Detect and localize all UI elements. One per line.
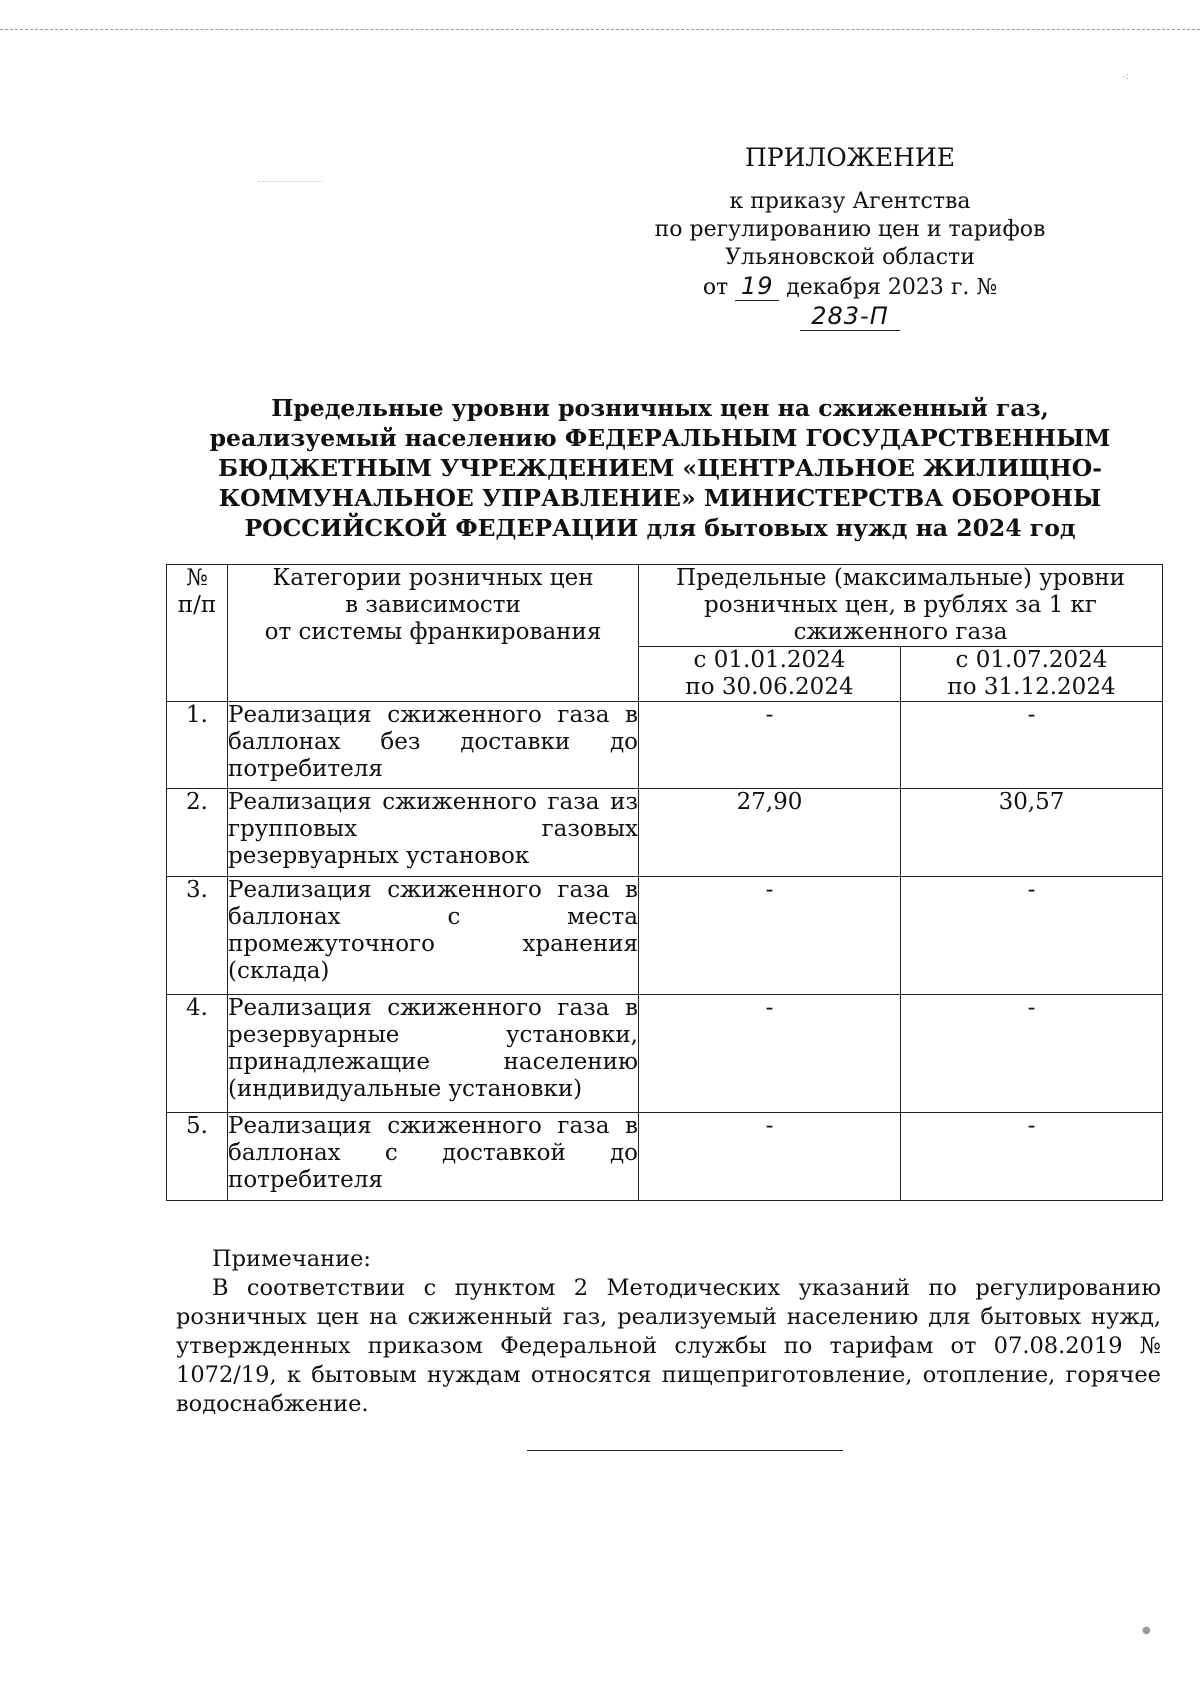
row-number: 5. <box>167 1113 228 1201</box>
scan-smudge-mark <box>258 181 322 182</box>
header-levels-line-3: сжиженного газа <box>793 619 1008 645</box>
row-price-h1: - <box>639 877 901 995</box>
header-category-line-2: в зависимости <box>345 592 521 618</box>
header-category-line-3: от системы франкирования <box>264 619 602 645</box>
row-price-h2: - <box>901 877 1163 995</box>
appendix-line-2: по регулированию цен и тарифов <box>654 217 1046 242</box>
header-period-2 <box>901 647 1163 702</box>
header-category-line-1: Категории розничных цен <box>272 565 594 591</box>
scan-top-edge-line <box>0 29 1200 30</box>
row-price-h1: - <box>639 1113 901 1201</box>
date-prefix: от <box>702 275 729 300</box>
header-row <box>167 565 1163 647</box>
appendix-line-1: к приказу Агентства <box>729 189 971 214</box>
table-row <box>167 1113 1163 1201</box>
row-number: 4. <box>167 995 228 1113</box>
row-category: Реализация сжиженного газа из групповых газовых резервуарных установок <box>228 789 639 877</box>
row-price-h1: - <box>639 995 901 1113</box>
row-price-h1: 27,90 <box>639 789 901 877</box>
header-levels-line-1: Предельные (максимальные) уровни <box>676 565 1125 591</box>
title-line-5: РОССИЙСКОЙ ФЕДЕРАЦИИ для бытовых нужд на 2024 год <box>244 514 1076 542</box>
table-row <box>167 702 1163 789</box>
row-price-h2: - <box>901 702 1163 789</box>
scan-speck-mark: ● <box>1142 1625 1151 1636</box>
appendix-date-line <box>650 272 1050 332</box>
title-line-4: КОММУНАЛЬНОЕ УПРАВЛЕНИЕ» МИНИСТЕРСТВА ОБОРОНЫ <box>218 484 1102 512</box>
table-row <box>167 789 1163 877</box>
header-period-2-line-2: по 31.12.2024 <box>947 674 1116 700</box>
row-category: Реализация сжиженного газа в баллонах с места промежуточного хранения (склада) <box>228 877 639 995</box>
title-line-3: БЮДЖЕТНЫМ УЧРЕЖДЕНИЕМ «ЦЕНТРАЛЬНОЕ ЖИЛИЩНО- <box>218 454 1102 482</box>
row-category: Реализация сжиженного газа в баллонах без доставки до потребителя <box>228 702 639 789</box>
note-title: Примечание: <box>212 1246 372 1272</box>
row-price-h2: 30,57 <box>901 789 1163 877</box>
row-number: 2. <box>167 789 228 877</box>
row-number: 1. <box>167 702 228 789</box>
header-number-line-2: п/п <box>177 592 217 618</box>
row-category: Реализация сжиженного газа в резервуарные установки, принадлежащие населению (индивидуальные установки) <box>228 995 639 1113</box>
table-row <box>167 877 1163 995</box>
header-category <box>228 565 639 702</box>
header-period-2-line-1: с 01.07.2024 <box>955 647 1108 673</box>
header-number-line-1: № <box>186 565 208 591</box>
row-price-h2: - <box>901 1113 1163 1201</box>
header-period-1-line-1: с 01.01.2024 <box>693 647 846 673</box>
row-category: Реализация сжиженного газа в баллонах с доставкой до потребителя <box>228 1113 639 1201</box>
appendix-title: ПРИЛОЖЕНИЕ <box>745 143 955 172</box>
header-levels-line-2: розничных цен, в рублях за 1 кг <box>704 592 1097 618</box>
note-text: В соответствии с пунктом 2 Методических указаний по регулированию розничных цен на сжиженный газ, реализуемый населению для бытовых нужд, утвержденных приказом Федеральной службы по тарифам от 07.08.2019 № 1072/19, к бытовым нуждам относятся пищеприготовление, отопление, горячее водоснабжение. <box>176 1275 1161 1417</box>
row-price-h1: - <box>639 702 901 789</box>
row-number: 3. <box>167 877 228 995</box>
table-row <box>167 995 1163 1113</box>
note-block <box>176 1245 1161 1419</box>
title-line-2: реализуемый населению ФЕДЕРАЛЬНЫМ ГОСУДАРСТВЕННЫМ <box>209 424 1111 452</box>
row-price-h2: - <box>901 995 1163 1113</box>
appendix-reference-block <box>650 188 1050 332</box>
header-number <box>167 565 228 702</box>
handwritten-order-number: 283-П <box>800 302 900 331</box>
document-title <box>155 393 1165 543</box>
end-divider-line <box>527 1450 843 1451</box>
header-period-1-line-2: по 30.06.2024 <box>685 674 854 700</box>
date-rest: декабря 2023 г. № <box>786 275 998 300</box>
appendix-line-3: Ульяновской области <box>725 245 975 270</box>
title-line-1: Предельные уровни розничных цен на сжиженный газ, <box>271 394 1049 422</box>
header-price-levels <box>639 565 1163 647</box>
header-period-1 <box>639 647 901 702</box>
scan-speck-mark: ⁖ <box>1122 70 1130 84</box>
handwritten-date-day: 19 <box>735 272 779 301</box>
price-table <box>166 564 1163 1201</box>
